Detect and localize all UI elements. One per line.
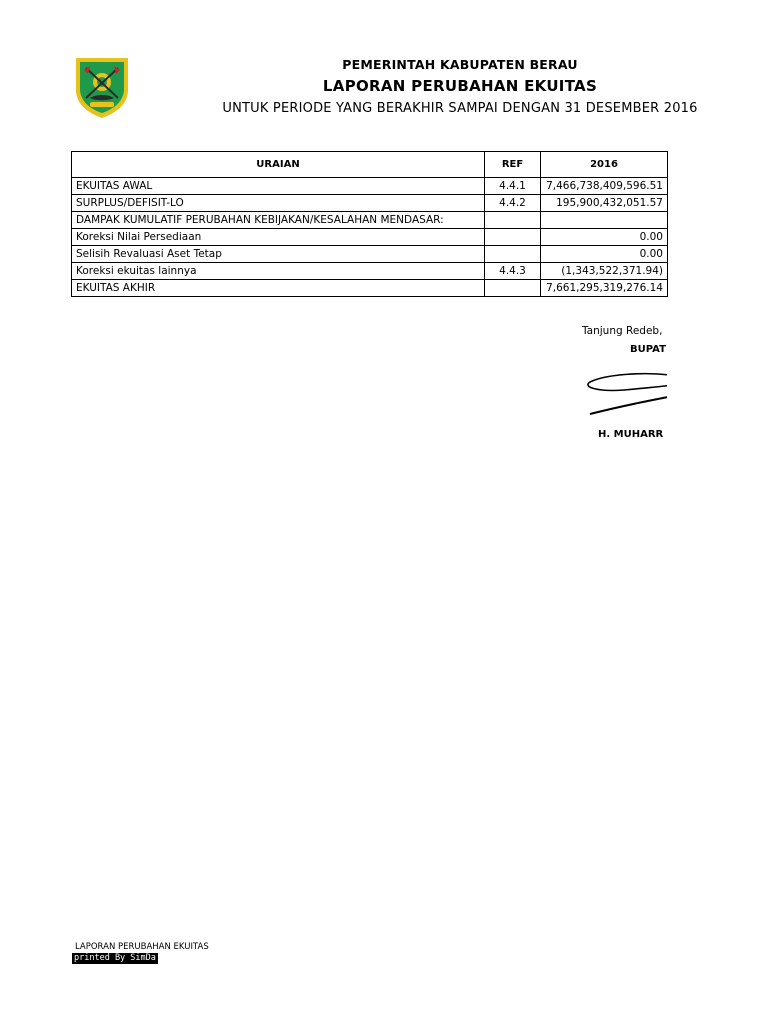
row-value: 195,900,432,051.57 (541, 195, 668, 212)
government-name: PEMERINTAH KABUPATEN BERAU (342, 57, 578, 72)
row-uraian: Koreksi Nilai Persediaan (72, 229, 485, 246)
row-value (541, 212, 668, 229)
signature-place: Tanjung Redeb, (582, 325, 663, 337)
row-ref (485, 246, 541, 263)
table-row (72, 212, 668, 229)
row-ref (485, 212, 541, 229)
row-uraian: EKUITAS AWAL (72, 178, 485, 195)
row-uraian: Koreksi ekuitas lainnya (72, 263, 485, 280)
row-value: (1,343,522,371.94) (541, 263, 668, 280)
signatory-name: H. MUHARR (598, 429, 664, 440)
equity-change-table (71, 151, 668, 297)
row-uraian: Selisih Revaluasi Aset Tetap (72, 246, 485, 263)
table-row (72, 229, 668, 246)
row-value: 7,661,295,319,276.14 (541, 280, 668, 297)
column-header-year: 2016 (541, 152, 668, 178)
table-row (72, 263, 668, 280)
report-title: LAPORAN PERUBAHAN EKUITAS (322, 77, 598, 95)
row-uraian: EKUITAS AKHIR (72, 280, 485, 297)
page-edge-mask (667, 300, 768, 460)
handwritten-signature-icon (584, 366, 674, 418)
report-period: UNTUK PERIODE YANG BERAKHIR SAMPAI DENGAN 31 DESEMBER 2016 (222, 101, 698, 116)
table-row (72, 178, 668, 195)
berau-regency-emblem-icon (72, 54, 132, 120)
row-uraian: SURPLUS/DEFISIT-LO (72, 195, 485, 212)
row-ref: 4.4.3 (485, 263, 541, 280)
row-value: 0.00 (541, 246, 668, 263)
column-header-uraian: URAIAN (72, 152, 485, 178)
row-value: 0.00 (541, 229, 668, 246)
row-uraian: DAMPAK KUMULATIF PERUBAHAN KEBIJAKAN/KESALAHAN MENDASAR: (72, 212, 485, 229)
row-ref: 4.4.2 (485, 195, 541, 212)
column-header-ref: REF (485, 152, 541, 178)
row-ref (485, 229, 541, 246)
table-row (72, 280, 668, 297)
footer-report-label: LAPORAN PERUBAHAN EKUITAS (75, 942, 209, 952)
table-row (72, 246, 668, 263)
footer-printed-by: printed By SimDa (74, 953, 156, 963)
table-header-row (72, 152, 668, 178)
row-ref: 4.4.1 (485, 178, 541, 195)
table-row (72, 195, 668, 212)
row-value: 7,466,738,409,596.51 (541, 178, 668, 195)
signature-title: BUPAT (630, 344, 666, 355)
row-ref (485, 280, 541, 297)
